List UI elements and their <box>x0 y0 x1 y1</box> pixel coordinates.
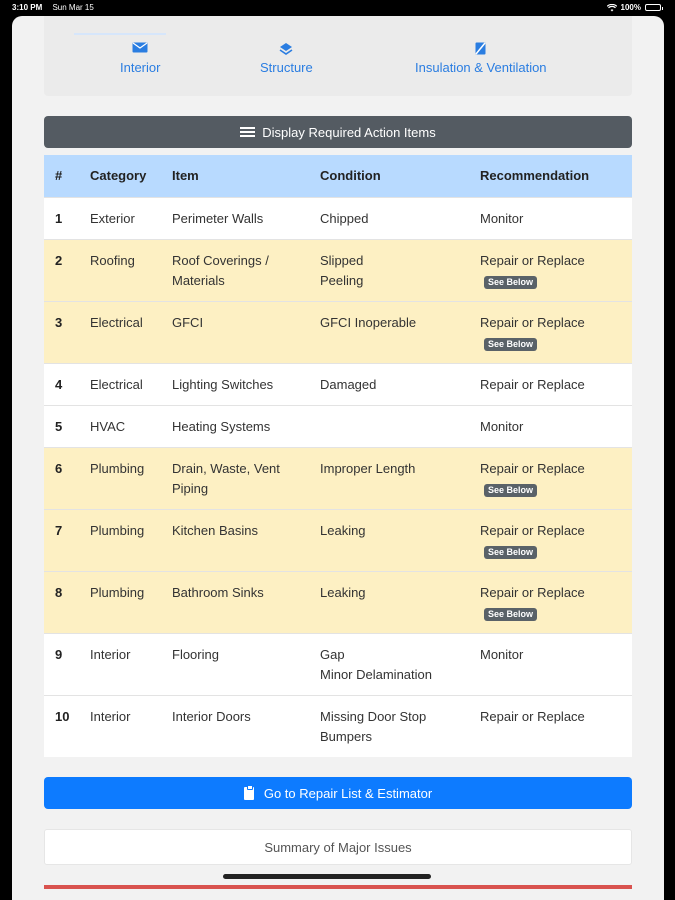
list-icon <box>240 127 255 137</box>
cell-category <box>90 363 172 405</box>
table-header-row <box>44 155 632 197</box>
table-row[interactable] <box>44 447 632 509</box>
header-condition: Condition <box>320 155 480 197</box>
display-required-action-items-button[interactable] <box>44 116 632 148</box>
action-bar-label: Display Required Action Items <box>262 124 436 140</box>
cell-condition <box>320 633 480 695</box>
row-condition-line: Bumpers <box>320 728 373 744</box>
cell-item <box>172 695 320 757</box>
row-recommendation: Repair or Replace <box>480 252 585 268</box>
header-item: Item <box>172 155 320 197</box>
table-row[interactable] <box>44 633 632 695</box>
cell-number <box>44 633 90 695</box>
row-condition-line: Damaged <box>320 376 377 392</box>
see-below-badge[interactable]: See Below <box>484 276 537 289</box>
cell-number <box>44 571 90 633</box>
row-item-line: Bathroom Sinks <box>172 584 264 600</box>
cell-number <box>44 405 90 447</box>
cell-condition <box>320 571 480 633</box>
cell-recommendation <box>480 405 632 447</box>
row-item-line: Lighting Switches <box>172 376 274 392</box>
row-number: 4 <box>55 376 63 392</box>
row-category: Exterior <box>90 210 135 226</box>
cell-recommendation <box>480 571 632 633</box>
cell-category <box>90 301 172 363</box>
cell-category <box>90 695 172 757</box>
row-recommendation: Monitor <box>480 646 524 662</box>
row-condition-line: Missing Door Stop <box>320 708 427 724</box>
row-number: 2 <box>55 252 63 268</box>
cell-recommendation <box>480 239 632 301</box>
table-row[interactable] <box>44 197 632 239</box>
see-below-badge[interactable]: See Below <box>484 546 537 559</box>
cell-condition <box>320 363 480 405</box>
cell-recommendation <box>480 197 632 239</box>
row-recommendation: Monitor <box>480 418 524 434</box>
action-items-table <box>44 155 632 757</box>
header-category: Category <box>90 155 172 197</box>
see-below-badge[interactable]: See Below <box>484 608 537 621</box>
cell-number <box>44 363 90 405</box>
row-condition-line: Leaking <box>320 522 366 538</box>
cell-recommendation <box>480 695 632 757</box>
row-condition-line: Gap <box>320 646 345 662</box>
cell-item <box>172 239 320 301</box>
row-category: Interior <box>90 708 131 724</box>
table-row[interactable] <box>44 239 632 301</box>
cell-item <box>172 633 320 695</box>
row-category: HVAC <box>90 418 126 434</box>
section-nav <box>44 16 632 96</box>
table-row[interactable] <box>44 509 632 571</box>
cell-recommendation <box>480 363 632 405</box>
see-below-badge[interactable]: See Below <box>484 338 537 351</box>
row-item-line: Interior Doors <box>172 708 251 724</box>
structure-icon <box>279 42 293 56</box>
row-category: Plumbing <box>90 584 145 600</box>
summary-major-issues-button[interactable] <box>44 829 632 865</box>
row-condition-line: Slipped <box>320 252 364 268</box>
tab-insulation-ventilation[interactable] <box>415 42 547 75</box>
cell-category <box>90 239 172 301</box>
tab-interior[interactable] <box>120 42 160 75</box>
row-item-line: Drain, Waste, Vent <box>172 460 280 476</box>
cell-condition <box>320 509 480 571</box>
table-row[interactable] <box>44 301 632 363</box>
row-recommendation: Monitor <box>480 210 524 226</box>
cell-category <box>90 571 172 633</box>
row-number: 10 <box>55 708 70 724</box>
header-number: # <box>44 155 90 197</box>
row-item-line: GFCI <box>172 314 204 330</box>
row-number: 9 <box>55 646 63 662</box>
repair-button-label: Go to Repair List & Estimator <box>263 785 433 801</box>
cell-condition <box>320 447 480 509</box>
row-recommendation: Repair or Replace <box>480 584 585 600</box>
row-recommendation: Repair or Replace <box>480 522 585 538</box>
battery-icon <box>645 4 661 11</box>
battery-percent: 100% <box>620 3 641 12</box>
row-item-line: Kitchen Basins <box>172 522 258 538</box>
row-condition-line: Peeling <box>320 272 364 288</box>
cell-item <box>172 197 320 239</box>
table-row[interactable] <box>44 363 632 405</box>
wifi-icon <box>607 4 617 12</box>
status-date: Sun Mar 15 <box>52 3 94 12</box>
envelope-icon <box>132 42 148 56</box>
cell-number <box>44 695 90 757</box>
row-number: 8 <box>55 584 63 600</box>
table-row[interactable] <box>44 571 632 633</box>
next-section-edge <box>44 885 632 889</box>
cell-condition <box>320 239 480 301</box>
cell-recommendation <box>480 509 632 571</box>
row-item-line: Materials <box>172 272 225 288</box>
cell-number <box>44 239 90 301</box>
row-recommendation: Repair or Replace <box>480 376 585 392</box>
row-condition-line: Leaking <box>320 584 366 600</box>
tab-structure-label: Structure <box>260 60 313 75</box>
cell-number <box>44 509 90 571</box>
cell-item <box>172 405 320 447</box>
row-category: Electrical <box>90 376 143 392</box>
row-condition-line: GFCI Inoperable <box>320 314 417 330</box>
cell-condition <box>320 695 480 757</box>
tab-insulation-label: Insulation & Ventilation <box>415 60 547 75</box>
cell-item <box>172 571 320 633</box>
cell-recommendation <box>480 633 632 695</box>
cell-category <box>90 509 172 571</box>
cell-item <box>172 509 320 571</box>
cell-recommendation <box>480 301 632 363</box>
row-item-line: Perimeter Walls <box>172 210 264 226</box>
cell-item <box>172 447 320 509</box>
row-number: 5 <box>55 418 63 434</box>
row-condition-line: Chipped <box>320 210 369 226</box>
cell-number <box>44 447 90 509</box>
header-recommendation: Recommendation <box>480 155 632 197</box>
cell-number <box>44 301 90 363</box>
status-bar <box>0 0 675 14</box>
row-category: Plumbing <box>90 460 145 476</box>
cell-category <box>90 447 172 509</box>
insulation-icon <box>475 42 486 56</box>
row-category: Interior <box>90 646 131 662</box>
cell-condition <box>320 197 480 239</box>
row-category: Electrical <box>90 314 143 330</box>
report-sheet <box>12 16 664 900</box>
row-recommendation: Repair or Replace <box>480 708 585 724</box>
row-item-line: Flooring <box>172 646 219 662</box>
row-recommendation: Repair or Replace <box>480 314 585 330</box>
summary-label: Summary of Major Issues <box>264 839 412 855</box>
cell-number <box>44 197 90 239</box>
clipboard-icon <box>244 787 254 800</box>
row-item-line: Roof Coverings / <box>172 252 269 268</box>
cell-category <box>90 633 172 695</box>
tab-interior-label: Interior <box>120 60 161 75</box>
row-category: Roofing <box>90 252 135 268</box>
row-number: 6 <box>55 460 63 476</box>
see-below-badge[interactable]: See Below <box>484 484 537 497</box>
cell-condition <box>320 405 480 447</box>
row-item-line: Piping <box>172 480 209 496</box>
row-condition-line: Minor Delamination <box>320 666 432 682</box>
cell-item <box>172 301 320 363</box>
cell-category <box>90 405 172 447</box>
cell-item <box>172 363 320 405</box>
cell-condition <box>320 301 480 363</box>
row-condition-line: Improper Length <box>320 460 416 476</box>
row-category: Plumbing <box>90 522 145 538</box>
table-row[interactable] <box>44 405 632 447</box>
active-tab-indicator <box>74 33 166 35</box>
cell-recommendation <box>480 447 632 509</box>
cell-category <box>90 197 172 239</box>
row-number: 1 <box>55 210 63 226</box>
table-row[interactable] <box>44 695 632 757</box>
row-item-line: Heating Systems <box>172 418 271 434</box>
tab-structure[interactable] <box>260 42 313 75</box>
status-time: 3:10 PM <box>12 3 43 12</box>
row-number: 3 <box>55 314 63 330</box>
row-number: 7 <box>55 522 63 538</box>
repair-list-estimator-button[interactable] <box>44 777 632 809</box>
home-indicator[interactable] <box>223 874 431 879</box>
row-recommendation: Repair or Replace <box>480 460 585 476</box>
